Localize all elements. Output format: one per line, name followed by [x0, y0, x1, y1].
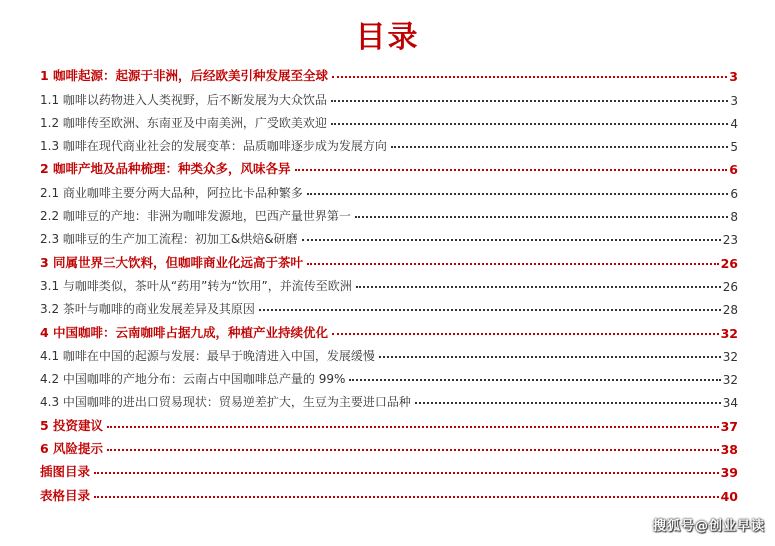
dot-leader [107, 449, 719, 451]
toc-entry[interactable] [40, 364, 738, 387]
dot-leader [415, 402, 721, 404]
toc-entry-page: 38 [720, 442, 738, 458]
toc-entry-page: 26 [720, 255, 738, 271]
toc-entry-label: 2 咖啡产地及品种梳理：种类众多，风味各异 [40, 161, 291, 177]
toc-entry-label: 4 中国咖啡：云南咖啡占据九成，种植产业持续优化 [40, 324, 329, 340]
toc-entry[interactable] [40, 387, 738, 410]
toc-entry[interactable] [40, 84, 738, 107]
toc-entry-label: 3.1 与咖啡类似，茶叶从“药用”转为“饮用”，并流传至欧洲 [40, 278, 352, 293]
toc-entry[interactable] [40, 224, 738, 247]
dot-leader [356, 286, 721, 288]
toc-entry[interactable] [40, 61, 738, 84]
dot-leader [331, 123, 728, 125]
toc-entry-label: 表格目录 [40, 487, 91, 503]
toc-entry-page: 39 [720, 465, 738, 481]
toc-entry-label: 6 风险提示 [40, 441, 104, 457]
toc-entry-page: 34 [722, 396, 738, 411]
toc-entry[interactable] [40, 317, 738, 340]
dot-leader [355, 216, 728, 218]
dot-leader [307, 263, 719, 265]
dot-leader [349, 379, 720, 381]
dot-leader [295, 169, 728, 171]
watermark: 搜狐号@创业早读 [652, 519, 765, 534]
toc-entry[interactable] [40, 131, 738, 154]
toc-entry-page: 32 [720, 325, 738, 341]
dot-leader [332, 76, 727, 78]
toc-entry-page: 3 [730, 93, 738, 108]
toc-entry-label: 3.2 茶叶与咖啡的商业发展差异及其原因 [40, 302, 255, 317]
toc-entry[interactable] [40, 341, 738, 364]
toc-entry-page: 32 [722, 373, 738, 388]
dot-leader [307, 193, 728, 195]
dot-leader [94, 472, 719, 474]
toc-entry-label: 4.3 中国咖啡的进出口贸易现状：贸易逆差扩大，生豆为主要进口品种 [40, 395, 411, 410]
toc-entry[interactable] [40, 154, 738, 177]
toc-entry-label: 2.3 咖啡豆的生产加工流程：初加工&烘焙&研磨 [40, 232, 298, 247]
toc-entry-label: 1.2 咖啡传至欧洲、东南亚及中南美洲，广受欧美欢迎 [40, 115, 327, 130]
dot-leader [391, 146, 728, 148]
toc-entry-page: 4 [730, 116, 738, 131]
toc-entry-page: 26 [722, 279, 738, 294]
toc-entry-label: 2.1 商业咖啡主要分两大品种，阿拉比卡品种繁多 [40, 185, 303, 200]
dot-leader [332, 333, 719, 335]
toc-entry[interactable] [40, 271, 738, 294]
toc-entry[interactable] [40, 201, 738, 224]
toc-entry-label: 1.1 咖啡以药物进入人类视野，后不断发展为大众饮品 [40, 92, 327, 107]
toc-entry-page: 37 [720, 418, 738, 434]
toc-entry-page: 5 [730, 140, 738, 155]
toc-entry[interactable] [40, 434, 738, 457]
toc-entry-page: 8 [730, 210, 738, 225]
dot-leader [302, 239, 721, 241]
toc-entry-label: 2.2 咖啡豆的产地：非洲为咖啡发源地，巴西产量世界第一 [40, 209, 351, 224]
toc-entry[interactable] [40, 177, 738, 200]
dot-leader [259, 309, 721, 311]
dot-leader [331, 100, 728, 102]
dot-leader [94, 496, 719, 498]
toc-entry-page: 6 [730, 186, 738, 201]
page-title: 目录 [355, 20, 420, 55]
toc-entry[interactable] [40, 294, 738, 317]
toc-entry[interactable] [40, 247, 738, 270]
toc-entry-label: 1 咖啡起源：起源于非洲，后经欧美引种发展至全球 [40, 68, 329, 84]
dot-leader [379, 356, 721, 358]
toc-entry-label: 5 投资建议 [40, 417, 104, 433]
toc-entry-label: 3 同属世界三大饮料，但咖啡商业化远高于茶叶 [40, 254, 304, 270]
toc-entry-label: 4.2 中国咖啡的产地分布：云南占中国咖啡总产量的 99% [40, 372, 346, 387]
toc-entry-label: 1.3 咖啡在现代商业社会的发展变革：品质咖啡逐步成为发展方向 [40, 139, 387, 154]
toc-entry-page: 23 [722, 233, 738, 248]
toc-entry-page: 3 [729, 69, 738, 85]
toc-entry[interactable] [40, 457, 738, 480]
toc-entry-label: 插图目录 [40, 464, 91, 480]
toc-entry-page: 28 [722, 303, 738, 318]
toc-entry-page: 6 [729, 162, 738, 178]
toc-entry[interactable] [40, 410, 738, 433]
toc-entry-label: 4.1 咖啡在中国的起源与发展：最早于晚清进入中国，发展缓慢 [40, 348, 375, 363]
toc-entry-page: 40 [720, 488, 738, 504]
toc-entry[interactable] [40, 108, 738, 131]
table-of-contents [40, 61, 738, 504]
toc-entry-page: 32 [722, 349, 738, 364]
toc-entry[interactable] [40, 480, 738, 503]
dot-leader [107, 426, 719, 428]
